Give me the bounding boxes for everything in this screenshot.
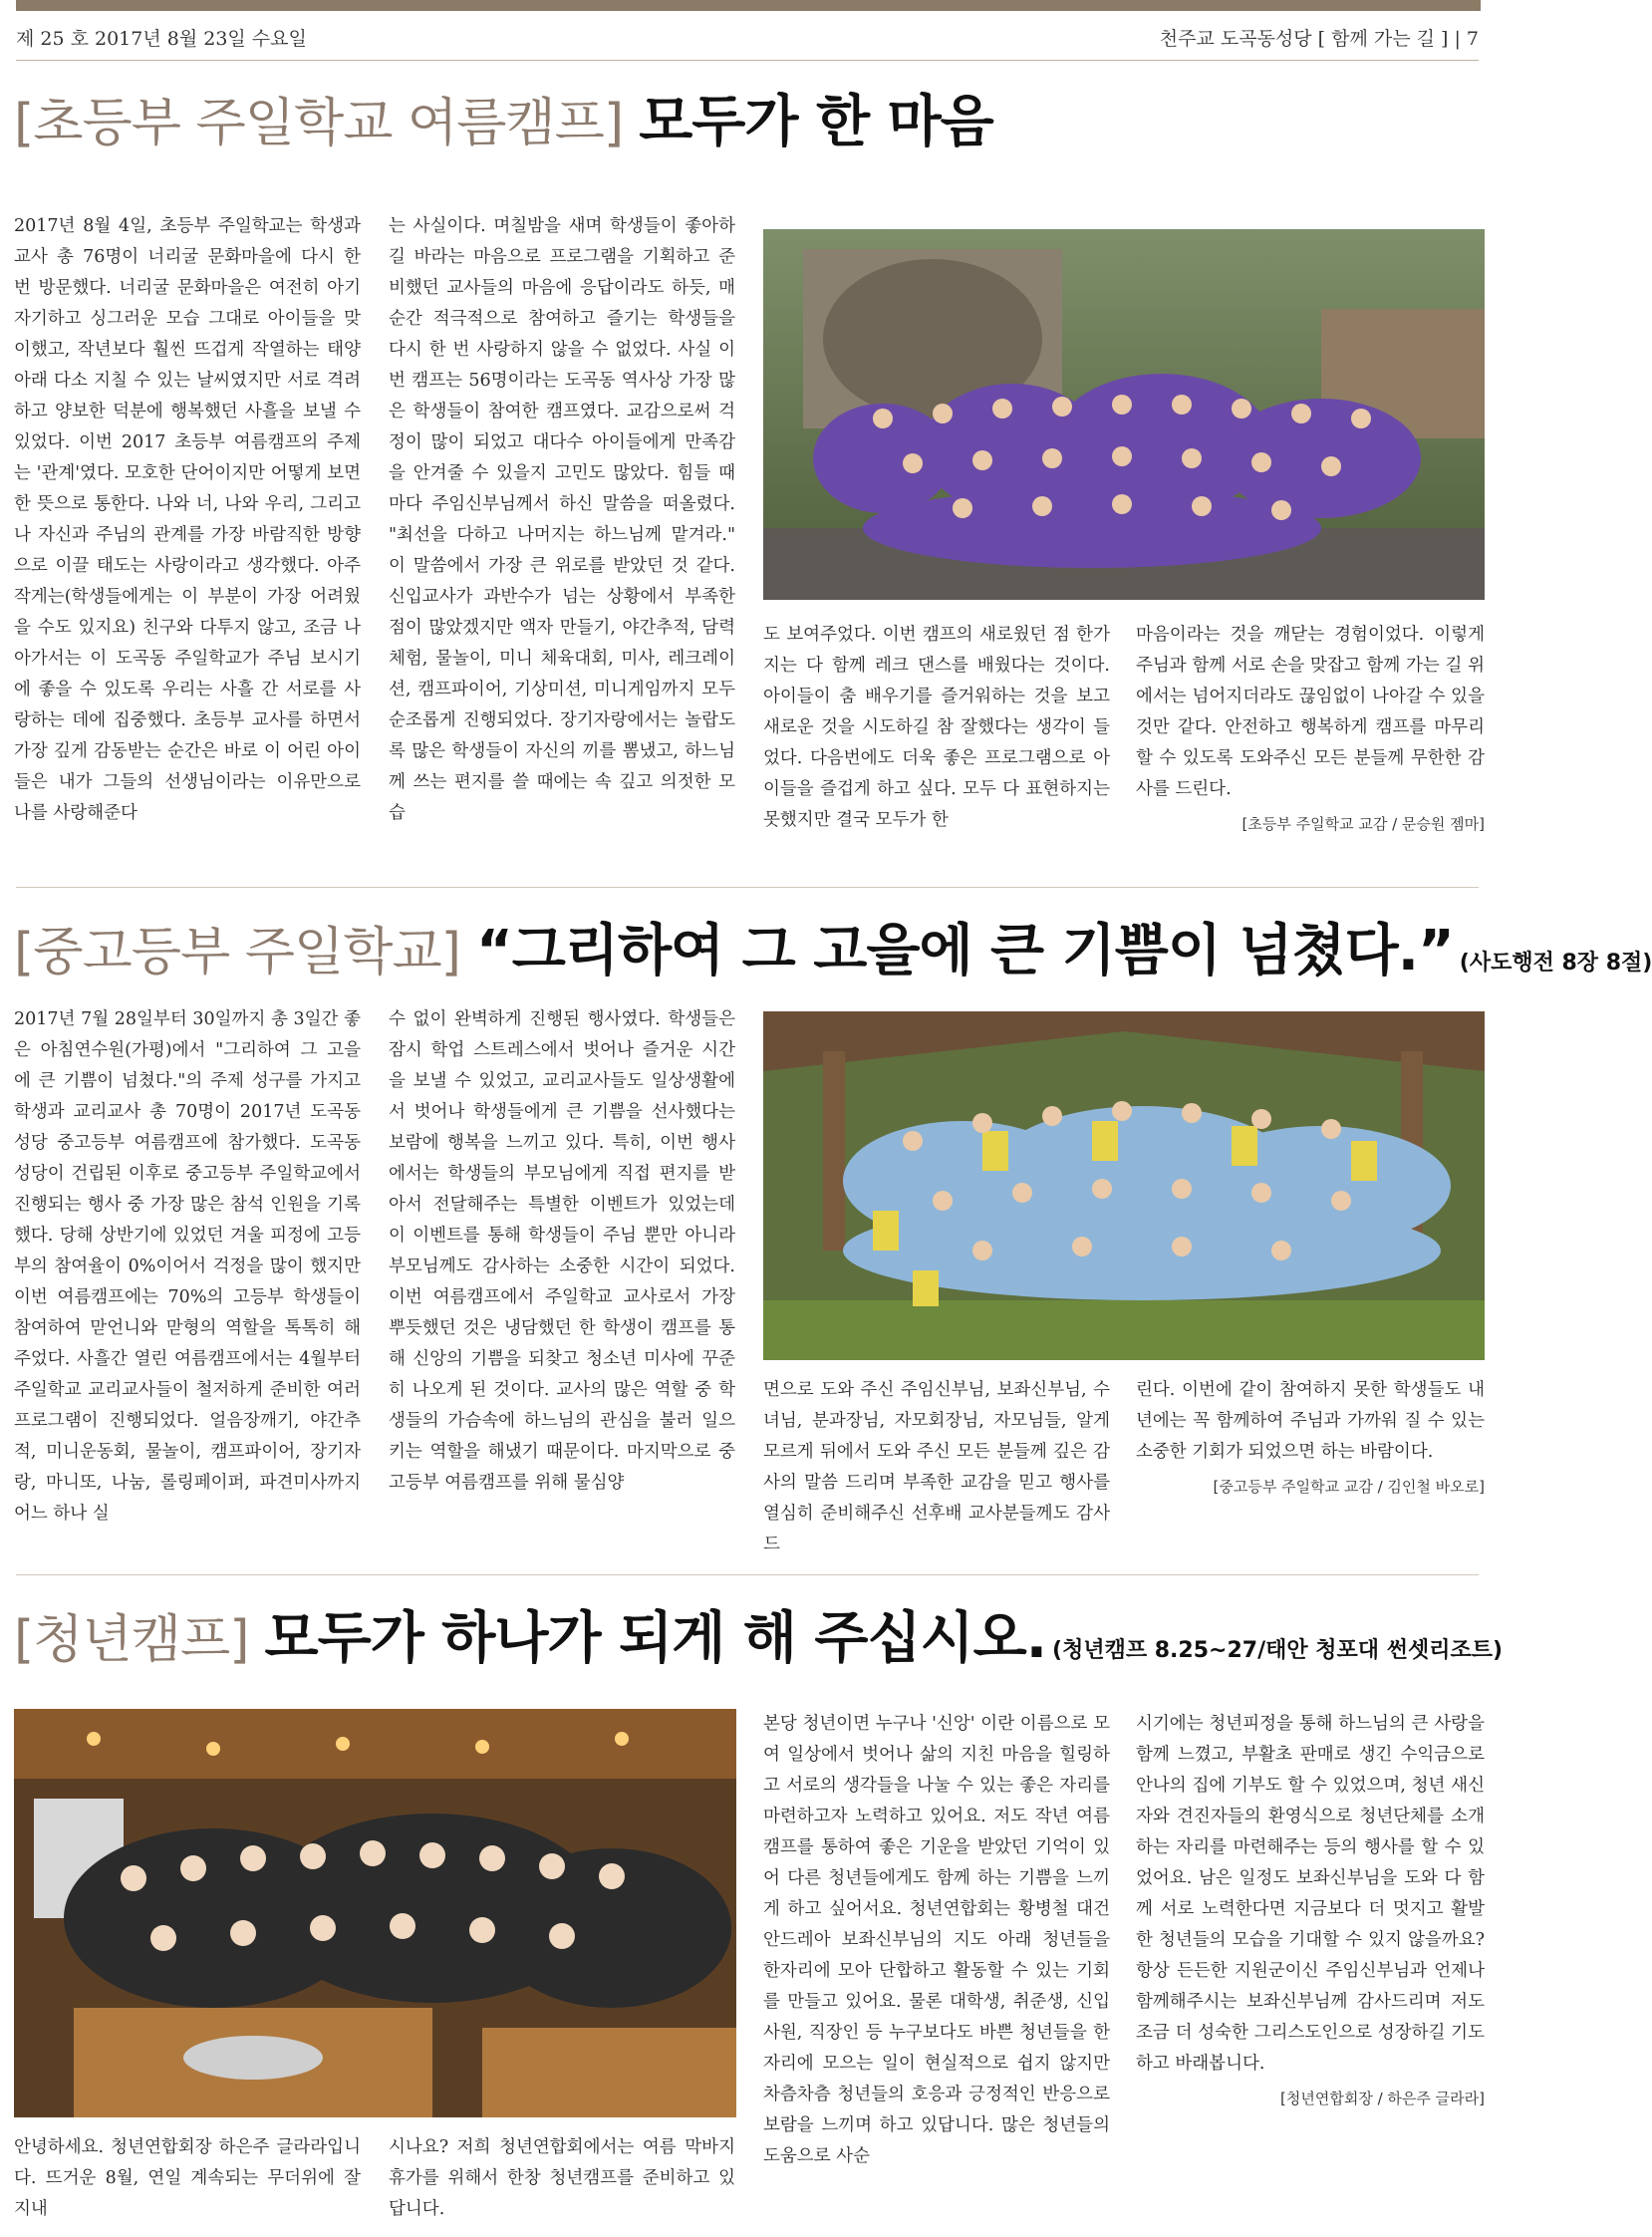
section-label: [청년캠프] bbox=[14, 1610, 249, 1670]
body-text: 마음이라는 것을 깨닫는 경험이었다. 이렇게 주님과 함께 서로 손을 맞잡고 함께 가는 길 위에서는 넘어지더라도 끊임없이 나아갈 수 있을 것만 같다. 안전하고 행복하게 캠프를 마무리 할 수 있도록 도와주신 모든 분들께 무한한 감사를 드린다. bbox=[1136, 625, 1485, 799]
body-text: 시나요? 저희 청년연합회에서는 여름 막바지 휴가를 위해서 한창 청년캠프를 준비하고 있답니다. bbox=[389, 2137, 735, 2219]
body-text: 2017년 7월 28일부터 30일까지 총 3일간 좋은 아침연수원(가평)에서 "그리하여 그 고을에 큰 기쁨이 넘쳤다."의 주제 성구를 가지고 학생과 교리교사 총 70명이 2017년 도곡동성당 중고등부 여름캠프에 참가했다. 도곡동성당이 건립된 이후로 중고등부 주일학교에서 진행되는 행사 중 가장 많은 참석 인원을 기록했다. 당해 상반기에 있었던 겨울 피정에 고등부의 참여율이 0%이어서 걱정을 많이 했지만 이번 여름캠프에는 70%의 고등부 학생들이 참여하여 맏언니와 맏형의 역할을 톡톡히 해주었다. 사흘간 열린 여름캠프에서는 4월부터 주일학교 교리교사들이 철저하게 준비한 여러 프로그램이 진행되었다. 얼음장깨기, 야간추적, 미니운동회, 물놀이, 캠프파이어, 장기자랑, 마니또, 나눔, 롤링페이퍼, 파견미사까지 어느 하나 실 bbox=[14, 1009, 361, 1524]
article-3-group-photo bbox=[14, 1709, 736, 2117]
article-3-title bbox=[14, 1594, 1503, 1674]
group-photo-image bbox=[763, 1011, 1485, 1360]
article-1-column-4 bbox=[1136, 620, 1485, 865]
article-1-title bbox=[14, 78, 993, 157]
article-2-column-4 bbox=[1136, 1375, 1485, 1540]
group-photo-image bbox=[763, 229, 1485, 600]
body-text: 본당 청년이면 누구나 '신앙' 이란 이름으로 모여 일상에서 벗어나 삶의 지친 마음을 힐링하고 서로의 생각들을 나눌 수 있는 좋은 자리를 마련하고자 노력하고 있어요. 저도 작년 여름캠프를 통하여 좋은 기운을 받았던 기억이 있어 다른 청년들에게도 함께 하는 기쁨을 느끼게 하고 싶어서요. 청년연합회는 황병철 대건안드레아 보좌신부님의 지도 아래 청년들을 한자리에 모아 단합하고 활동할 수 있는 기회를 만들고 있어요. 물론 대학생, 취준생, 신입사원, 직장인 등 누구보다도 바쁜 청년들을 한자리에 모으는 일이 현실적으로 쉽지 않지만 차츰차츰 청년들의 호응과 긍정적인 반응으로 보람을 느끼며 하고 있답니다. 많은 청년들의 도움으로 사순 bbox=[763, 1714, 1110, 2166]
headline: 모두가 한 마음 bbox=[639, 90, 993, 154]
article-3-column-4 bbox=[1136, 1709, 1485, 2232]
group-photo-image bbox=[14, 1709, 736, 2117]
body-text: 안녕하세요. 청년연합회장 하은주 글라라입니다. 뜨거운 8월, 연일 계속되는 무더위에 잘 지내 bbox=[14, 2137, 361, 2219]
section-divider-2 bbox=[16, 1574, 1479, 1575]
author-credit: [중고등부 주일학교 교감 / 김인철 바오로] bbox=[1213, 1478, 1485, 1496]
body-text: 도 보여주었다. 이번 캠프의 새로웠던 점 한가지는 다 함께 레크 댄스를 배웠다는 것이다. 아이들이 춤 배우기를 즐거워하는 것을 보고 새로운 것을 시도하길 참 잘했다는 생각이 들었다. 다음번에도 더욱 좋은 프로그램으로 아이들을 즐겁게 하고 싶다. 모두 다 표현하지는 못했지만 결국 모두가 한 bbox=[763, 625, 1110, 830]
section-divider-1 bbox=[16, 887, 1479, 888]
author-credit: [초등부 주일학교 교감 / 문승원 젬마] bbox=[1241, 815, 1485, 833]
header-rule bbox=[16, 60, 1479, 61]
body-text: 수 없이 완벽하게 진행된 행사였다. 학생들은 잠시 학업 스트레스에서 벗어나 즐거운 시간을 보낼 수 있었고, 교리교사들도 일상생활에서 벗어나 학생들에게 큰 기쁨을 선사했다는 보람에 행복을 느끼고 있다. 특히, 이번 행사에서는 학생들의 부모님에게 직접 편지를 받아서 전달해주는 특별한 이벤트가 있었는데 이 이벤트를 통해 학생들이 주님 뿐만 아니라 부모님께도 감사하는 소중한 시간이 되었다. 이번 여름캠프에서 주일학교 교사로서 가장 뿌듯했던 것은 냉담했던 한 학생이 캠프를 통해 신앙의 기쁨을 되찾고 청소년 미사에 꾸준히 나오게 된 것이다. 교사의 많은 역할 중 학생들의 가슴속에 하느님의 관심을 불러 일으키는 역할을 해냈기 때문이다. 마지막으로 중고등부 여름캠프를 위해 물심양 bbox=[389, 1009, 735, 1493]
body-text: 면으로 도와 주신 주임신부님, 보좌신부님, 수녀님, 분과장님, 자모회장님, 자모님들, 알게 모르게 뒤에서 도와 주신 모든 분들께 깊은 감사의 말씀 드리며 부족한 교감을 믿고 행사를 열심히 준비해주신 선후배 교사분들께도 감사드 bbox=[763, 1380, 1110, 1554]
article-2-column-3 bbox=[763, 1375, 1110, 1554]
top-color-bar bbox=[16, 0, 1481, 11]
headline: “그리하여 그 고을에 큰 기쁨이 넘쳤다.” bbox=[475, 919, 1454, 983]
article-2-column-2 bbox=[389, 1004, 735, 1540]
event-details: (청년캠프 8.25~27/태안 청포대 썬셋리조트) bbox=[1052, 1638, 1504, 1663]
article-2-title bbox=[14, 907, 1652, 986]
section-label: [중고등부 주일학교] bbox=[14, 923, 460, 982]
article-1-group-photo bbox=[763, 229, 1485, 600]
article-3-column-3 bbox=[763, 1709, 1110, 2232]
author-credit: [청년연합회장 / 하은주 글라라] bbox=[1280, 2090, 1485, 2107]
publication-info: 천주교 도곡동성당 [ 함께 가는 길 ] | 7 bbox=[1159, 28, 1479, 50]
issue-info: 제 25 호 2017년 8월 23일 수요일 bbox=[16, 28, 307, 50]
body-text: 는 사실이다. 며칠밤을 새며 학생들이 좋아하길 바라는 마음으로 프로그램을 기획하고 준비했던 교사들의 마음에 응답이라도 하듯, 매순간 적극적으로 참여하고 즐기는 학생들을 다시 한 번 사랑하지 않을 수 없었다. 사실 이번 캠프는 56명이라는 도곡동 역사상 가장 많은 학생들이 참여한 캠프였다. 교감으로써 걱정이 많이 되었고 대다수 아이들에게 만족감을 안겨줄 수 있을지 고민도 많았다. 힘들 때마다 주임신부님께서 하신 말씀을 떠올렸다. "최선을 다하고 나머지는 하느님께 맡겨라." 이 말씀에서 가장 큰 위로를 받았던 것 같다. 신입교사가 과반수가 넘는 상황에서 부족한 점이 많았겠지만 액자 만들기, 야간추적, 담력체험, 물놀이, 미니 체육대회, 미사, 레크레이션, 캠프파이어, 기상미션, 미니게임까지 모두 순조롭게 진행되었다. 장기자랑에서는 놀랍도록 많은 학생들이 자신의 끼를 뽐냈고, 하느님께 쓰는 편지를 쓸 때에는 속 깊고 의젓한 모습 bbox=[389, 216, 735, 823]
section-label: [초등부 주일학교 여름캠프] bbox=[14, 94, 624, 153]
article-3-column-2 bbox=[389, 2132, 735, 2232]
article-2-column-1 bbox=[14, 1004, 361, 1540]
article-3-column-1 bbox=[14, 2132, 361, 2232]
body-text: 시기에는 청년피정을 통해 하느님의 큰 사랑을 함께 느꼈고, 부활초 판매로 생긴 수익금으로 안나의 집에 기부도 할 수 있었으며, 청년 새신자와 견진자들의 환영식으로 청년단체를 소개하는 자리를 마련해주는 등의 행사를 할 수 있었어요. 남은 일정도 보좌신부님을 도와 다 함께 서로 노력한다면 지금보다 더 멋지고 활발한 청년들의 모습을 기대할 수 있지 않을까요? 항상 든든한 지원군이신 주임신부님과 언제나 함께해주시는 보좌신부님께 감사드리며 저도 조금 더 성숙한 그리스도인으로 성장하길 기도하고 바래봅니다. bbox=[1136, 1714, 1485, 2074]
body-text: 2017년 8월 4일, 초등부 주일학교는 학생과 교사 총 76명이 너리굴 문화마을에 다시 한 번 방문했다. 너리굴 문화마을은 여전히 아기자기하고 싱그러운 모습 그대로 아이들을 맞이했고, 작년보다 훨씬 뜨겁게 작열하는 태양 아래 다소 지칠 수 있는 날씨였지만 서로 격려하고 양보한 덕분에 행복했던 사흘을 보낼 수 있었다. 이번 2017 초등부 여름캠프의 주제는 '관계'였다. 모호한 단어이지만 어떻게 보면 한 뜻으로 통한다. 나와 너, 나와 우리, 그리고 나 자신과 주님의 관계를 가장 바람직한 방향으로 이끌 태도는 사랑이라고 생각했다. 아주 작게는(학생들에게는 이 부분이 가장 어려웠을 수도 있지요) 친구와 다투지 않고, 조금 나아가서는 이 도곡동 주일학교가 주님 보시기에 좋을 수 있도록 우리는 사흘 간 서로를 사랑하는 데에 집중했다. 초등부 교사를 하면서 가장 깊게 감동받는 순간은 바로 이 어린 아이들은 내가 그들의 선생님이라는 이유만으로 나를 사랑해준다 bbox=[14, 216, 361, 823]
article-1-column-2 bbox=[389, 211, 735, 865]
article-2-group-photo bbox=[763, 1011, 1485, 1360]
body-text: 린다. 이번에 같이 참여하지 못한 학생들도 내년에는 꼭 함께하여 주님과 가까워 질 수 있는 소중한 기회가 되었으면 하는 바람이다. bbox=[1136, 1380, 1485, 1462]
headline: 모두가 하나가 되게 해 주십시오. bbox=[264, 1606, 1047, 1671]
scripture-reference: (사도행전 8장 8절) bbox=[1459, 951, 1652, 976]
article-1-column-1 bbox=[14, 211, 361, 865]
article-1-column-3 bbox=[763, 620, 1110, 865]
